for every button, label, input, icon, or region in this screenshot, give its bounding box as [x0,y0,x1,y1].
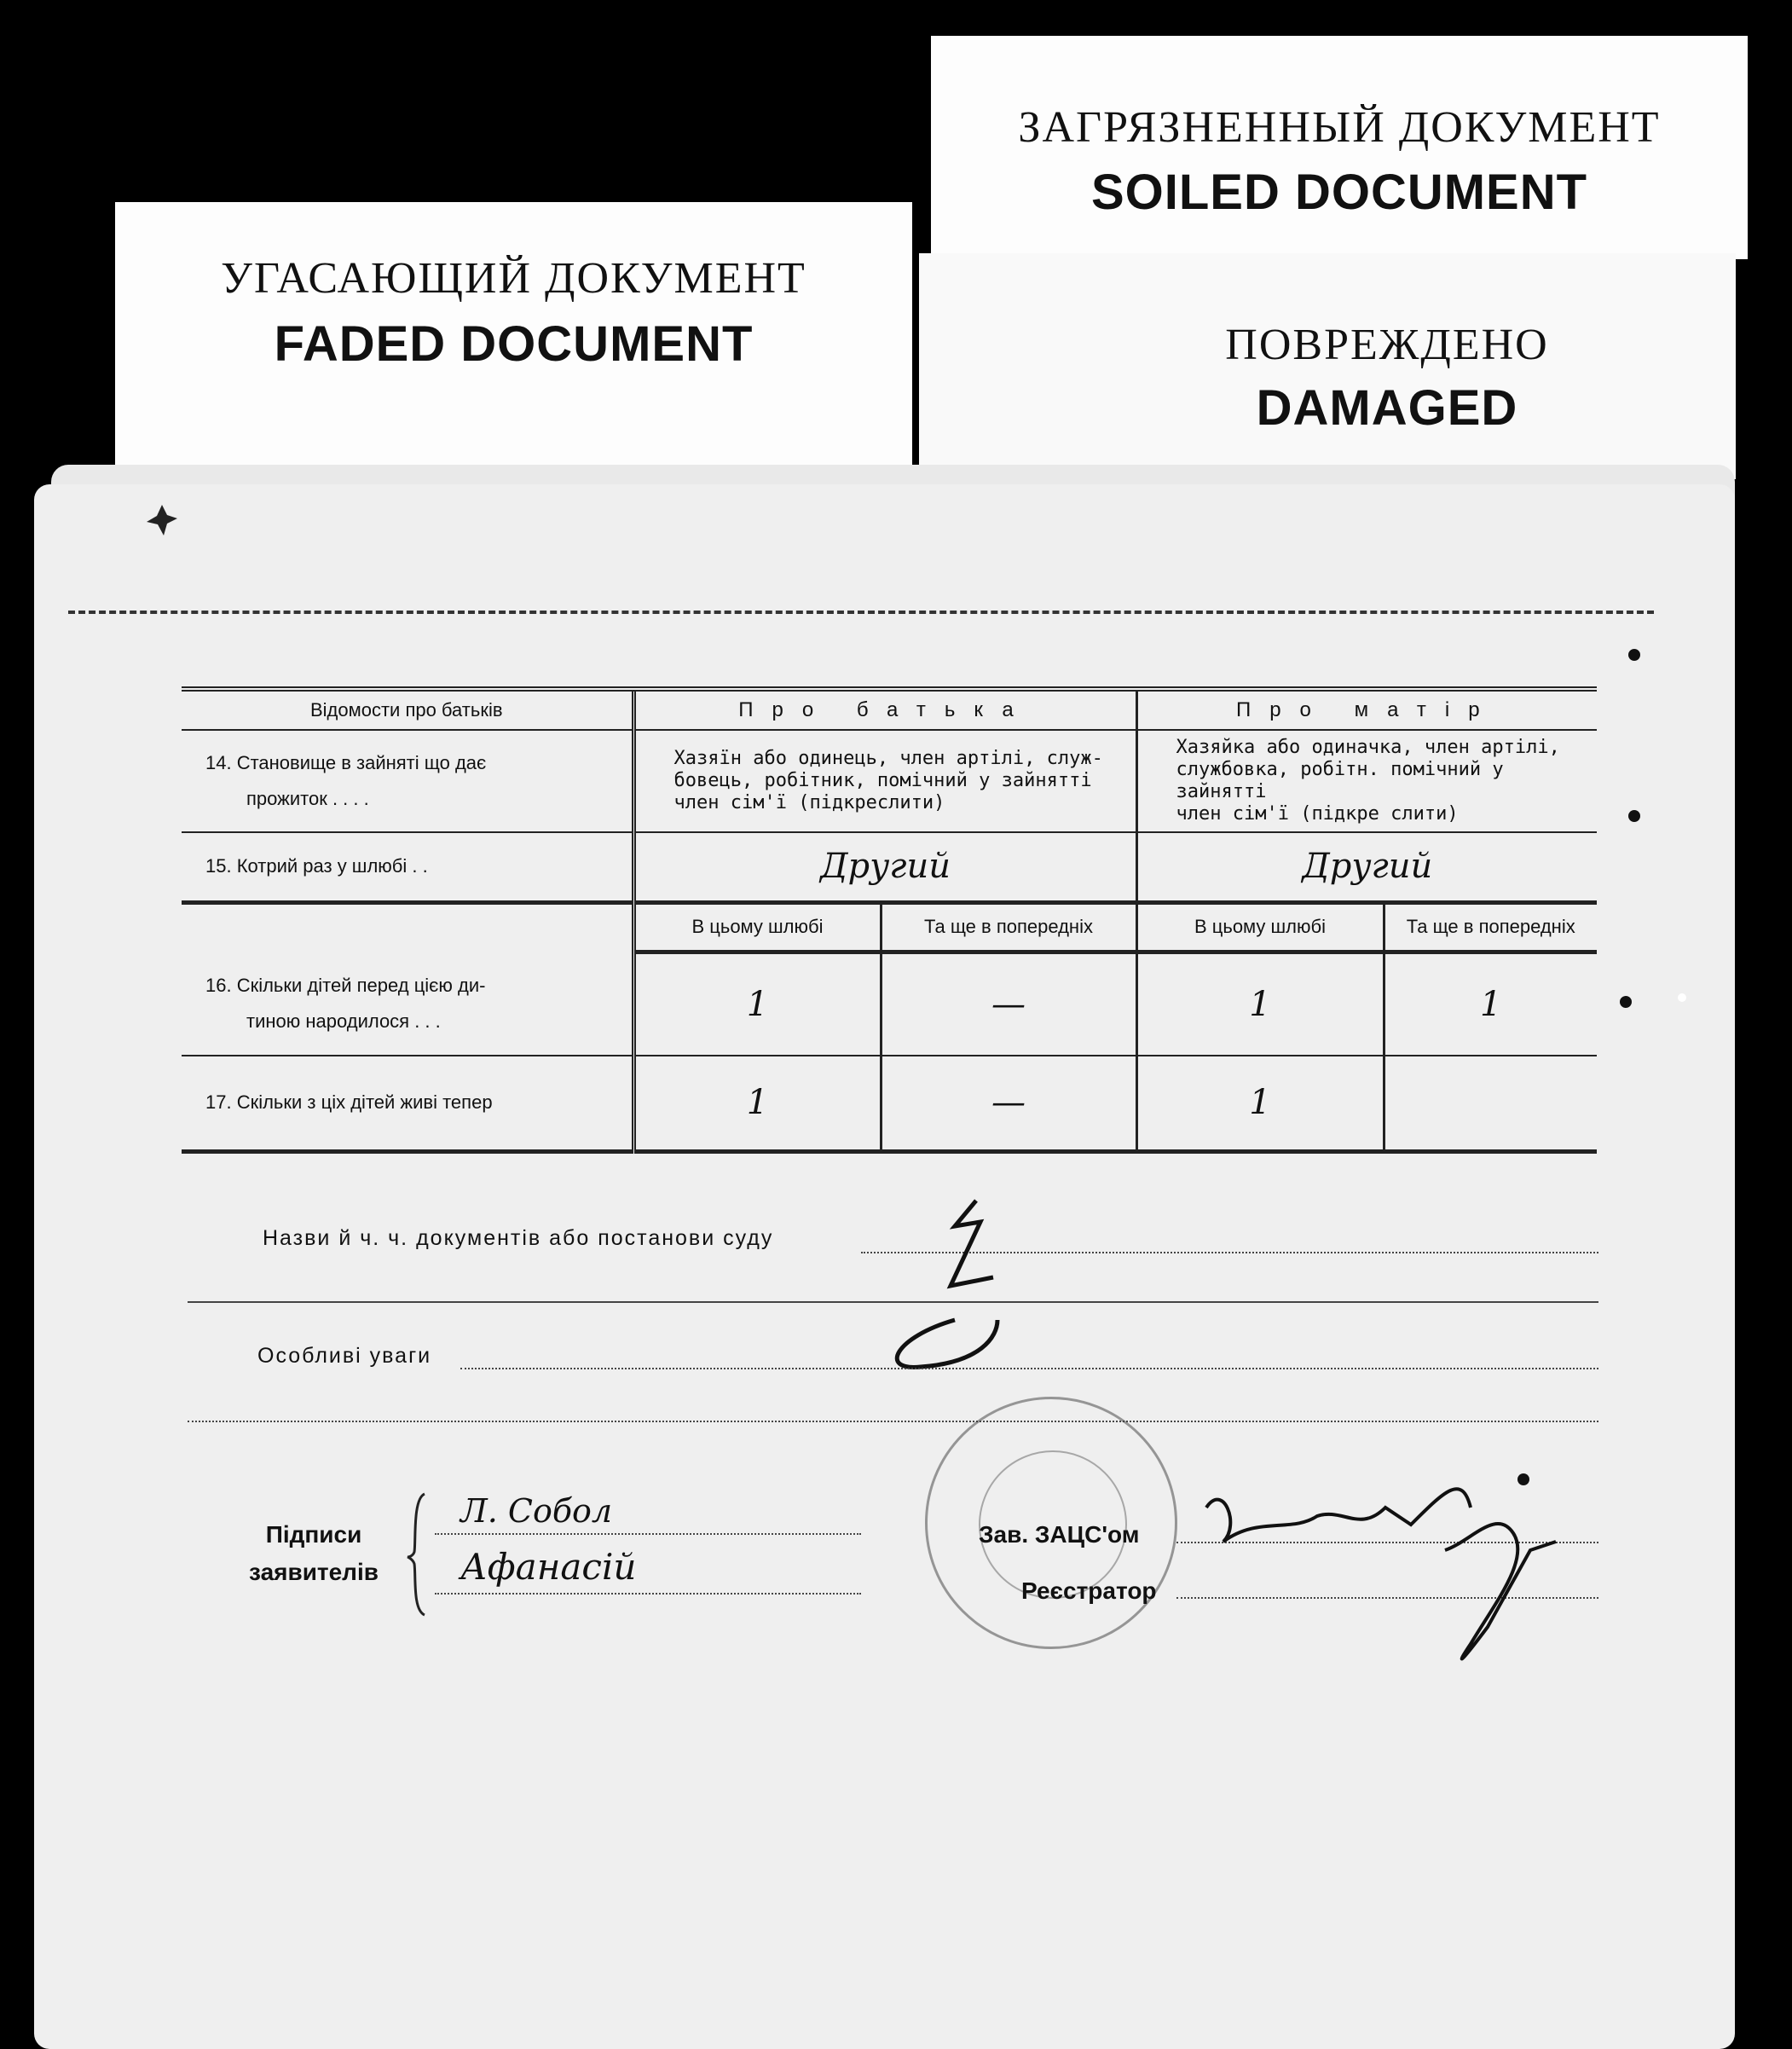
row17-label: 17. Скільки з ціх дітей живі тепер [182,1056,633,1151]
signature-line-2 [435,1593,861,1595]
sub-father-this: В цьому шлюбі [633,902,881,952]
perforation-line [68,611,1654,614]
header-father: Про батька [633,689,1136,730]
row15-label: 15. Котрий раз у шлюбі . . [182,832,633,902]
soiled-label-en: SOILED DOCUMENT [1090,165,1588,220]
row16-label: 16. Скільки дітей перед цією ди- тиною народилося . . . [182,952,633,1056]
notes-line [460,1368,1598,1369]
punch-hole [1517,1473,1529,1485]
row15-father-value: Другий [633,832,1136,902]
applicant-signature-1: Л. Собол [460,1492,613,1530]
soiled-label-ru: ЗАГРЯЗНЕННЫЙ ДОКУМЕНТ [1018,103,1661,152]
signature-line-1 [435,1533,861,1535]
row15-mother-value: Другий [1136,832,1597,902]
damaged-label-en: DAMAGED [1256,380,1518,436]
sub-father-prev: Та ще в попередніх [881,902,1136,952]
row16-father-this: 1 [633,952,881,1056]
punch-hole [1628,649,1640,661]
signatures-label: Підписи заявителів [249,1521,379,1585]
row17-mother-prev [1384,1056,1597,1151]
punch-hole [1628,810,1640,822]
notes-line-2 [188,1421,1598,1422]
damaged-document-label [919,253,1736,479]
applicant-signature-2: Афанасій [460,1546,637,1588]
hole-mark-icon [145,503,179,537]
notes-label: Особливі уваги [257,1344,432,1368]
z-mark-handwriting [844,1192,1100,1414]
row14-label: 14. Становище в зайняті що дає прожиток . . . . [182,730,633,832]
registrar-label: Реєстратор [1021,1577,1157,1604]
sub-mother-prev: Та ще в попередніх [1384,902,1597,952]
subheader-spacer [182,902,633,952]
row14-mother: Хазяйка або одиначка, член артілі, службовка, робітн. помічний у зайнятті член сім'ї (підкре слити) [1136,730,1597,832]
header-info: Відомости про батьків [182,689,633,730]
row17-mother-this: 1 [1136,1056,1384,1151]
punch-hole [1620,996,1632,1008]
row17-father-prev: — [881,1056,1136,1151]
official-signatures-handwriting [1189,1456,1598,1678]
faded-label-en: FADED DOCUMENT [274,316,754,372]
row16-mother-this: 1 [1136,952,1384,1056]
brace-icon [406,1490,431,1618]
row16-father-prev: — [881,952,1136,1056]
documents-label: Назви й ч. ч. документів або постанови суду [263,1226,774,1250]
header-mother: Про матір [1136,689,1597,730]
row17-father-this: 1 [633,1056,881,1151]
damaged-label-ru: ПОВРЕЖДЕНО [1225,321,1549,369]
row16-mother-prev: 1 [1384,952,1597,1056]
parents-info-table [182,686,1597,1154]
record-sheet [34,484,1735,2049]
sub-mother-this: В цьому шлюбі [1136,902,1384,952]
row14-father: Хазяїн або одинець, член артілі, служ- бовець, робітник, помічний у зайнятті член сім'ї (підкреслити) [633,730,1136,832]
soiled-document-label [931,36,1748,259]
faded-label-ru: УГАСАЮЩИЙ ДОКУМЕНТ [221,254,806,303]
zags-head-label: Зав. ЗАЦС'ом [979,1521,1140,1548]
edge-hole [1678,993,1686,1002]
faded-document-label [115,202,912,472]
